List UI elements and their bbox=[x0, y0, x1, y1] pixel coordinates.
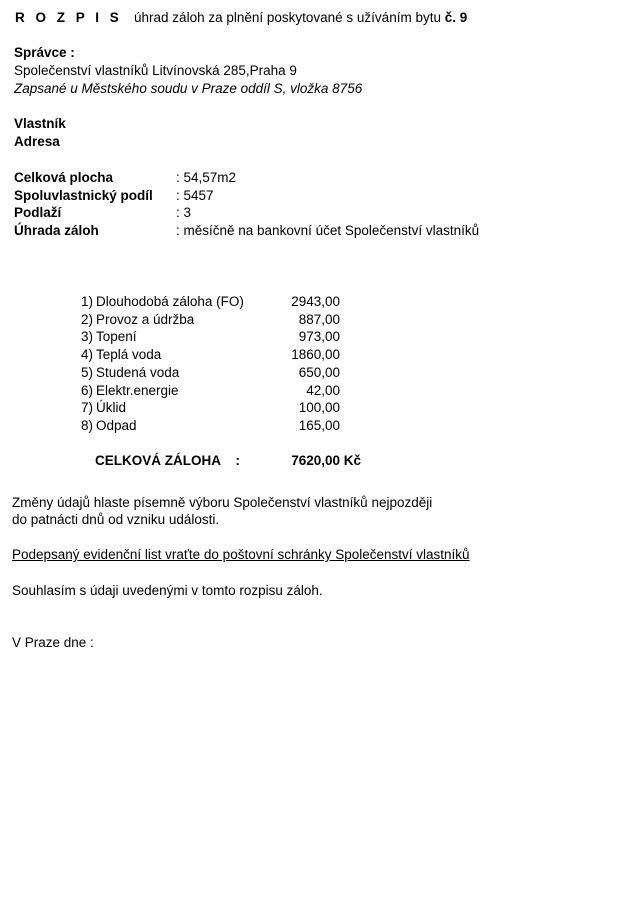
detail-value: : 54,57m2 bbox=[176, 170, 237, 185]
changes-note-line2: do patnácti dnů od vzniku události. bbox=[12, 512, 220, 527]
item-amount: 887,00 bbox=[298, 312, 340, 327]
document-title bbox=[15, 10, 467, 25]
detail-label: Podlaží bbox=[14, 205, 62, 220]
detail-value: : 3 bbox=[176, 205, 192, 220]
item-amount: 2943,00 bbox=[291, 294, 340, 309]
detail-value: : měsíčně na bankovní účet Společenství vlastníků bbox=[176, 223, 480, 238]
item-name: Úklid bbox=[96, 400, 127, 415]
item-number: 8) bbox=[81, 418, 94, 433]
detail-label: Úhrada záloh bbox=[14, 223, 99, 238]
item-amount: 1860,00 bbox=[291, 347, 340, 362]
manager-name: Společenství vlastníků Litvínovská 285,Praha 9 bbox=[14, 63, 297, 78]
item-number: 3) bbox=[81, 329, 94, 344]
item-name: Elektr.energie bbox=[96, 383, 179, 398]
item-amount: 973,00 bbox=[298, 329, 340, 344]
item-name: Provoz a údržba bbox=[96, 312, 195, 327]
total-amount: 7620,00 Kč bbox=[291, 453, 361, 468]
item-number: 5) bbox=[81, 365, 94, 380]
detail-label: Spoluvlastnický podíl bbox=[14, 188, 153, 203]
manager-registration: Zapsané u Městského soudu v Praze oddíl S, vložka 8756 bbox=[14, 81, 363, 96]
item-number: 6) bbox=[81, 383, 94, 398]
manager-label: Správce : bbox=[14, 45, 75, 60]
consent-statement: Souhlasím s údaji uvedenými v tomto rozpisu záloh. bbox=[12, 583, 323, 598]
item-amount: 100,00 bbox=[298, 400, 340, 415]
item-number: 2) bbox=[81, 312, 94, 327]
place-date: V Praze dne : bbox=[12, 635, 94, 650]
item-amount: 42,00 bbox=[306, 383, 340, 398]
detail-label: Celková plocha bbox=[14, 170, 114, 185]
title-unit: č. 9 bbox=[444, 10, 468, 25]
item-name: Odpad bbox=[96, 418, 137, 433]
owner-label: Vlastník bbox=[14, 116, 66, 131]
detail-value: : 5457 bbox=[176, 188, 214, 203]
title-word: R O Z P I S bbox=[15, 10, 123, 25]
changes-note-line1: Změny údajů hlaste písemně výboru Společenství vlastníků nejpozději bbox=[12, 495, 433, 510]
item-name: Dlouhodobá záloha (FO) bbox=[96, 294, 244, 309]
item-number: 7) bbox=[81, 400, 94, 415]
item-amount: 165,00 bbox=[298, 418, 340, 433]
return-list-note: Podepsaný evidenční list vraťte do poštovní schránky Společenství vlastníků bbox=[12, 547, 470, 562]
item-name: Teplá voda bbox=[96, 347, 162, 362]
item-amount: 650,00 bbox=[298, 365, 340, 380]
total-label: CELKOVÁ ZÁLOHA : bbox=[95, 453, 240, 468]
item-number: 1) bbox=[81, 294, 94, 309]
item-number: 4) bbox=[81, 347, 94, 362]
item-name: Topení bbox=[96, 329, 137, 344]
address-label: Adresa bbox=[14, 134, 60, 149]
item-name: Studená voda bbox=[96, 365, 180, 380]
title-text: úhrad záloh za plnění poskytované s užíváním bytu bbox=[134, 10, 441, 25]
